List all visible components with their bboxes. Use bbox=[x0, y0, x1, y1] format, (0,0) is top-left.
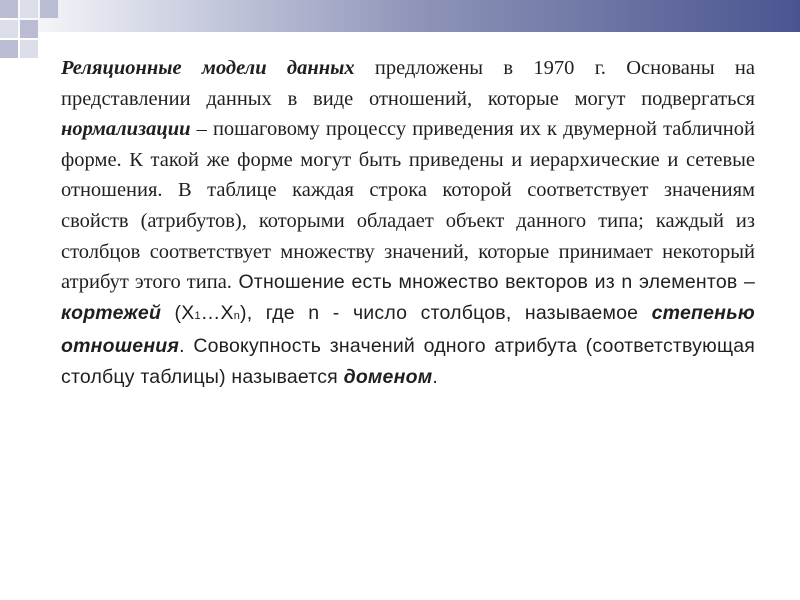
decor-square bbox=[40, 0, 58, 18]
term-relation-degree: степенью отношения bbox=[61, 301, 755, 358]
slide-body-text bbox=[61, 53, 755, 393]
term-normalization: нормализации bbox=[61, 118, 191, 141]
text-segment: (X bbox=[161, 301, 195, 324]
text-segment: …X bbox=[200, 301, 234, 324]
term-domain: доменом bbox=[343, 365, 433, 388]
term-tuples: кортежей bbox=[61, 301, 162, 324]
decor-square bbox=[0, 40, 18, 58]
decor-square bbox=[20, 20, 38, 38]
decor-square bbox=[0, 20, 18, 38]
text-segment: – пошаговому процессу приведения их к двумерной табличной форме. К такой же форме могут быть приведены и иерархические и сетевые отношения. В таблице каждая строка которой соответствует значениям свойств (атрибутов), которыми обладает объект данного типа; каждый из столбцов соответствует множеству значений, которые принимает некоторый атрибут этого типа. bbox=[61, 118, 755, 294]
slide-header-bar bbox=[0, 0, 800, 32]
text-segment: ), где n - число столбцов, называемое bbox=[240, 301, 652, 324]
decor-square bbox=[20, 0, 38, 18]
text-segment: предложены в 1970 г. Основаны на представлении данных в виде отношений, которые могут подвергаться bbox=[61, 57, 755, 110]
subscript: n bbox=[233, 309, 241, 322]
decorative-squares bbox=[0, 0, 60, 60]
subscript: 1 bbox=[194, 309, 201, 322]
text-segment: . bbox=[432, 365, 438, 388]
term-relational-models: Реляционные модели данных bbox=[61, 57, 355, 79]
text-segment: Отношение есть множество векторов из n элементов – bbox=[231, 271, 755, 294]
decor-square bbox=[0, 0, 18, 18]
text-segment: . Совокупность значений одного атрибута (соответствующая столбцу таблицы) называется bbox=[61, 335, 755, 388]
decor-square bbox=[20, 40, 38, 58]
